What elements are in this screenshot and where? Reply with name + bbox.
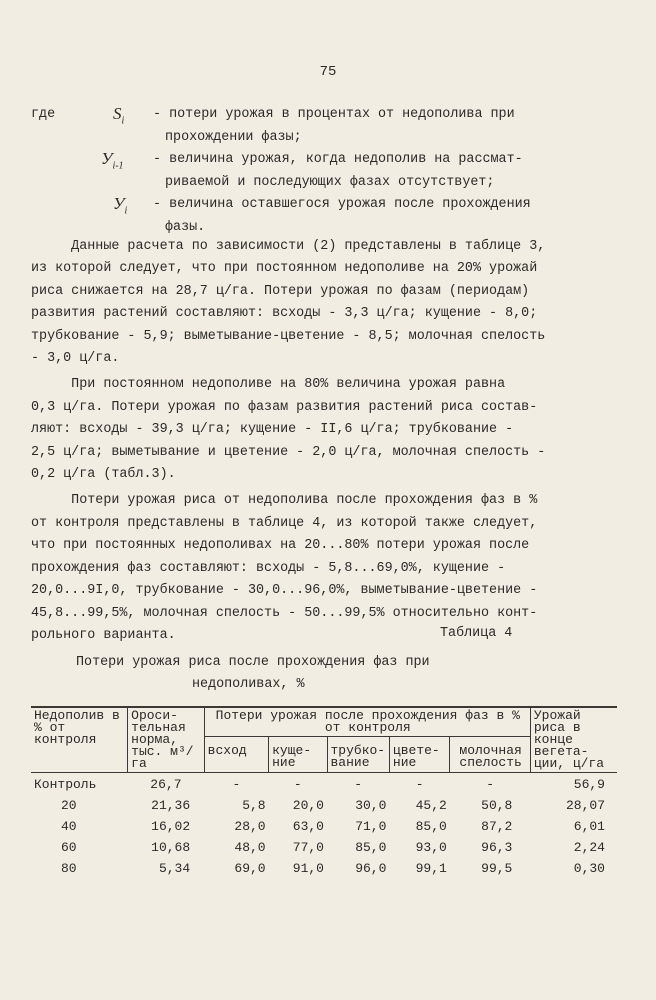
definition-line1: потери урожая в процентах от недополива при — [169, 107, 515, 122]
table-cell: 26,7 — [150, 777, 182, 792]
symbol-subscript: i — [124, 205, 128, 217]
table-cell: 63,0 — [292, 819, 324, 834]
definition-line2: риваемой и последующих фазах отсутствует; — [165, 174, 495, 190]
table-cell: 96,3 — [481, 840, 513, 855]
table-cell: - — [354, 777, 363, 792]
table-label: Таблица 4 — [440, 626, 513, 641]
text-line: Потери урожая риса от недополива после прохождения фаз в % — [31, 493, 538, 509]
table-cell: 99,1 — [415, 861, 447, 876]
table-cell: 21,36 — [151, 798, 191, 813]
symbol-letter: У — [113, 194, 125, 213]
table-cell: 48,0 — [234, 840, 266, 855]
table-cell: 99,5 — [481, 861, 513, 876]
subheader-cell: всход — [204, 737, 268, 773]
text-line: При постоянном недополиве на 80% величина урожая равна — [31, 377, 506, 393]
table-cell: 20,0 — [292, 798, 324, 813]
table-header-row — [31, 707, 617, 737]
text-line: развития растений составляют: всходы - 3,3 ц/га; кущение - 8,0; — [31, 306, 538, 322]
text-line: - 3,0 ц/га. — [31, 351, 120, 367]
table-cell: 5,34 — [158, 861, 191, 876]
table-row — [31, 773, 617, 795]
text-line: трубкование - 5,9; выметывание-цветение - 8,5; молочная спелость — [31, 328, 546, 344]
table-cell: - — [486, 777, 494, 792]
header-cell: Недополив в % от контроля — [31, 707, 128, 773]
table-row — [31, 794, 617, 815]
definition-item — [31, 149, 591, 194]
table-cell: 2,24 — [573, 840, 605, 855]
symbol-letter: S — [113, 104, 122, 123]
row-label: Контроль — [34, 777, 97, 792]
text-line: 45,8...99,5%, молочная спелость - 50...99,5% относительно конт- — [31, 605, 538, 621]
text-line: ляют: всходы - 39,3 ц/га; кущение - II,6 ц/га; трубкование - — [31, 422, 514, 438]
paragraph-3 — [31, 490, 611, 647]
definition-text — [153, 104, 591, 149]
text-line: риса снижается на 28,7 ц/га. Потери урожая по фазам (периодам) — [31, 283, 530, 299]
header-cell: Ороси-тельная норма, тыс. м³/га — [128, 707, 205, 773]
text-line: прохождения фаз составляют: всходы - 5,8...69,0%, кущение - — [31, 560, 506, 576]
table-cell: 87,2 — [481, 819, 513, 834]
symbol-s-i — [113, 103, 153, 133]
text-line: от контроля представлены в таблице 4, из которой также следует, — [31, 515, 538, 531]
table-cell: 69,0 — [234, 861, 266, 876]
subheader-cell: трубко-вание — [327, 737, 389, 773]
row-label: 20 — [61, 798, 77, 813]
text-line: из которой следует, что при постоянном недополиве на 20% урожай — [31, 261, 538, 277]
table-row — [31, 857, 617, 878]
page-number: 75 — [319, 64, 337, 80]
text-line: 0,3 ц/га. Потери урожая по фазам развития растений риса состав- — [31, 399, 538, 415]
table-cell: 93,0 — [415, 840, 447, 855]
table-cell: 6,01 — [573, 819, 605, 834]
table-cell: 28,07 — [565, 798, 605, 813]
subheader-cell: куще-ние — [269, 737, 327, 773]
definition-dash: - — [153, 107, 162, 122]
table-cell: 45,2 — [415, 798, 447, 813]
paragraph-1 — [31, 236, 611, 370]
table-cell: - — [293, 777, 302, 792]
table-cell: 96,0 — [355, 861, 387, 876]
symbol-subscript: i-1 — [112, 160, 124, 172]
header-group-cell: Потери урожая после прохождения фаз в % от контроля — [204, 707, 530, 737]
text-line: Данные расчета по зависимости (2) представлены в таблице 3, — [31, 239, 546, 254]
table-title-line1: Потери урожая риса после прохождения фаз при — [76, 655, 430, 670]
definition-line2: фазы. — [165, 219, 206, 235]
body-text — [31, 236, 611, 651]
symbol-y-i — [113, 193, 153, 223]
table-cell: 56,9 — [573, 777, 605, 792]
text-line: 2,5 ц/га; выметывание и цветение - 2,0 ц/га, молочная спелость - — [31, 444, 546, 460]
text-line: 20,0...9I,0, трубкование - 30,0...96,0%, выметывание-цветение - — [31, 583, 538, 599]
definition-intro: где — [31, 107, 56, 122]
definition-dash: - — [153, 152, 162, 167]
definition-item — [31, 194, 591, 239]
table-cell: 5,8 — [242, 798, 266, 813]
row-label: 80 — [61, 861, 77, 876]
table-cell: - — [232, 777, 241, 792]
row-label: 40 — [61, 819, 77, 834]
table-cell: 85,0 — [415, 819, 447, 834]
table-cell: 91,0 — [292, 861, 324, 876]
definition-line2: прохождении фазы; — [165, 129, 302, 145]
table-cell: 85,0 — [355, 840, 387, 855]
symbol-subscript: i — [121, 115, 125, 127]
table-cell: 16,02 — [151, 819, 191, 834]
definition-line1: величина урожая, когда недополив на рассмат- — [169, 152, 523, 167]
subheader-cell: цвете-ние — [389, 737, 449, 773]
definition-text — [153, 194, 591, 239]
table-title-line2: недополивах, % — [192, 677, 305, 692]
text-line: рольного варианта. — [31, 627, 176, 643]
table-cell: - — [415, 777, 424, 792]
row-label: 60 — [61, 840, 77, 855]
table-cell: 71,0 — [355, 819, 387, 834]
data-table — [31, 706, 617, 878]
table-row — [31, 815, 617, 836]
definition-line1: величина оставшегося урожая после прохождения — [169, 197, 531, 212]
text-line: 0,2 ц/га (табл.3). — [31, 467, 176, 483]
table-row — [31, 836, 617, 857]
definition-text — [153, 149, 591, 194]
symbol-y-i-1 — [101, 148, 141, 178]
table-cell: 50,8 — [481, 798, 513, 813]
table-cell: 28,0 — [234, 819, 266, 834]
symbol-letter: У — [101, 149, 113, 168]
header-cell: Урожай риса в конце вегета-ции, ц/га — [530, 707, 617, 773]
text-line: что при постоянных недополивах на 20...80% потери урожая после — [31, 538, 530, 554]
table-title — [76, 652, 496, 696]
table-cell: 77,0 — [292, 840, 324, 855]
paragraph-2 — [31, 374, 611, 486]
definition-item — [31, 104, 591, 149]
definition-dash: - — [153, 197, 162, 212]
table-cell: 10,68 — [151, 840, 191, 855]
table-cell: 0,30 — [573, 861, 605, 876]
table-cell: 30,0 — [355, 798, 387, 813]
definitions-block — [31, 104, 591, 239]
subheader-cell: молочная спелость — [450, 737, 531, 773]
